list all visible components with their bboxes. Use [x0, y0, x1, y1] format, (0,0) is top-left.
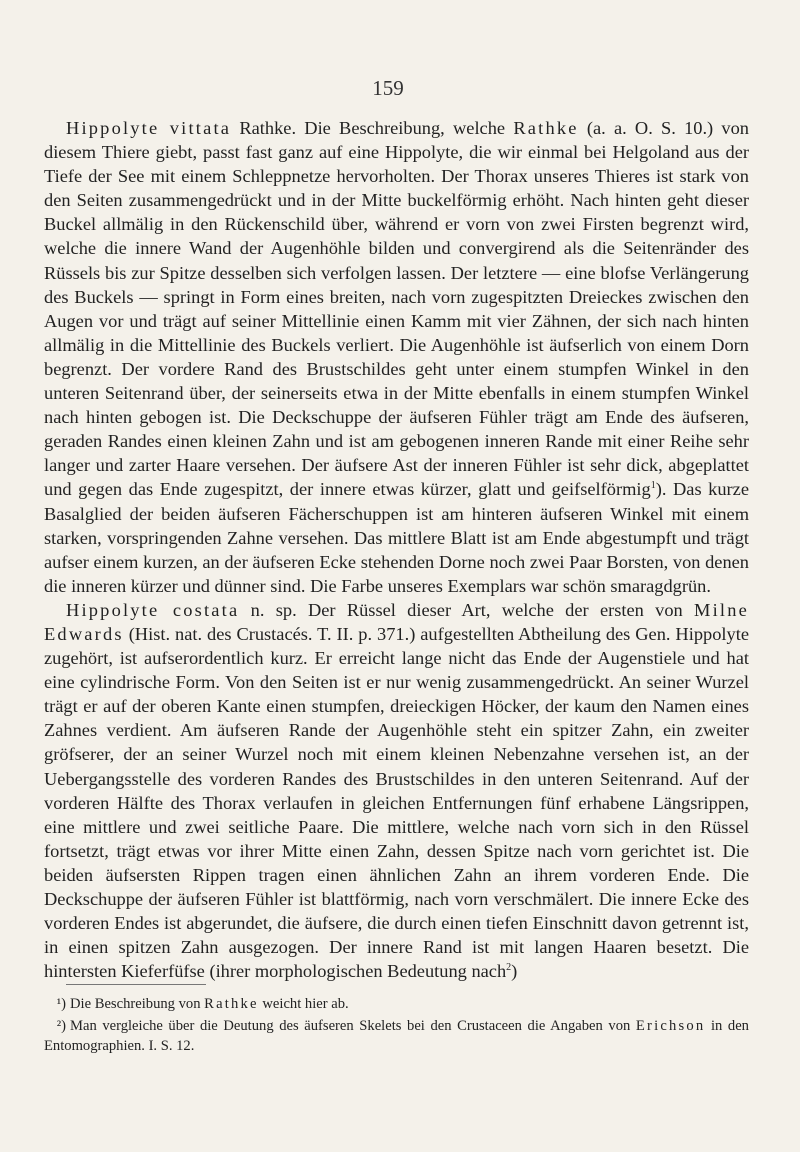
footnotes — [44, 994, 749, 1058]
species-name: Hippolyte vittata — [66, 118, 232, 138]
footnote-ref: 1 — [650, 480, 656, 492]
species-name: Hippolyte costata — [66, 599, 240, 620]
main-text — [44, 116, 749, 983]
footnote-1: ¹) Die Beschreibung von Rathke weicht hier ab. — [56, 996, 349, 1012]
footnote-ref: 2 — [506, 962, 512, 974]
paragraph-vittata: Hippolyte vittata Rathke. Die Beschreibung, welche Rathke (a. a. O. S. 10.) von diesem Thiere giebt, passt fast ganz auf eine Hippolyte, die wir einmal bei Helgoland aus der Tiefe der See mit einem Schleppnetze hervorholten. Der Thorax unseres Thieres ist stark von den Seiten zusammengedrückt und in der Mitte buckelförmig erhöht. Nach hinten geht dieser Buckel allmälig in den Rückenschild über, während er vorn von zwei Firsten begrenzt wird, welche die innere Wand der Augenhöhle bilden und convergirend als die Seitenränder des Rüssels bis zur Spitze desselben sich verfolgen lassen. Der letztere — eine blofse Verlängerung des Buckels — springt in Form eines breiten, nach vorn zugespitzten Dreieckes zwischen den Augen vor und trägt auf seiner Mittellinie einen Kamm mit vier Zähnen, der sich nach hinten allmälig in die Mittellinie des Buckels verliert. Die Augenhöhle ist äufserlich von einem Dorn begrenzt. Der vordere Rand des Brustschildes geht unter einem stumpfen Winkel in den unteren Seitenrand über, der seinerseits etwa in der Mitte ebenfalls in einem stumpfen Winkel nach hinten gebogen ist. Die Deckschuppe der äufseren Fühler trägt am Ende des äufseren, geraden Randes einen kleinen Zahn und ist am gebogenen inneren Rande mit einer Reihe sehr langer und zarter Haare versehen. Der äufsere Ast der inneren Fühler ist sehr dick, abgeplattet und gegen das Ende zugespitzt, der innere etwas kürzer, glatt und geifselförmig$^1$). Das kurze Basalglied der beiden äufseren Fächerschuppen ist am hinteren äufseren Winkel mit einem starken, vorspringenden Zahne versehen. Das mittlere Blatt ist am Ende abgestumpft und trägt aufser einem kurzen, an der äufseren Ecke stehenden Dorne noch zwei Paar Borsten, von denen die inneren kürzer und dünner sind. Die Farbe unseres Exemplars war schön smaragdgrün. — [44, 118, 750, 596]
footnote-divider — [66, 984, 206, 985]
paragraph-costata: Hippolyte costata n. sp. Der Rüssel dieser Art, welche der ersten von Milne Edwards (Hist. nat. des Crustacés. T. II. p. 371.) aufgestellten Abtheilung des Gen. Hippolyte zugehört, ist aufserordentlich kurz. Er erreicht lange nicht das Ende der Augenstiele und hat eine cylindrische Form. Von den Seiten ist er nur wenig zusammengedrückt. An seiner Wurzel trägt er auf der oberen Kante einen stumpfen, dreieckigen Höcker, der kaum den Namen eines Zahnes verdient. Am äufseren Rande der Augenhöhle steht ein spitzer Zahn, ein zweiter gröfserer, der an seiner Wurzel noch mit einem kleinen Nebenzahne versehen ist, an der Uebergangsstelle des vorderen Randes des Brustschildes in den unteren Seitenrand. Auf der vorderen Hälfte des Thorax verlaufen in gleichen Entfernungen fünf erhabene Längsrippen, eine mittlere und zwei seitliche Paare. Die mittlere, welche nach vorn sich in den Rüssel fortsetzt, trägt etwas vor ihrer Mitte einen Zahn, dessen Spitze nach vorn gerichtet ist. Die beiden äufsersten Rippen tragen einen ähnlichen Zahn an ihrem vorderen Ende. Die Deckschuppe der äufseren Fühler ist blattförmig, nach vorn verschmälert. Die innere Ecke des vorderen Endes ist abgerundet, die äufsere, die durch einen tiefen Einschnitt davon getrennt ist, in einen spitzen Zahn ausgezogen. Der innere Rand ist mit langen Haaren besetzt. Die hintersten Kieferfüfse (ihrer morphologischen Bedeutung nach$^2$) — [44, 599, 749, 982]
page-number: 159 — [372, 76, 404, 100]
footnote-2: ²) Man vergleiche über die Deutung des äufseren Skelets bei den Crustaceen die Angaben von Erichson in den Entomographien. I. S. 12. — [44, 1018, 749, 1054]
